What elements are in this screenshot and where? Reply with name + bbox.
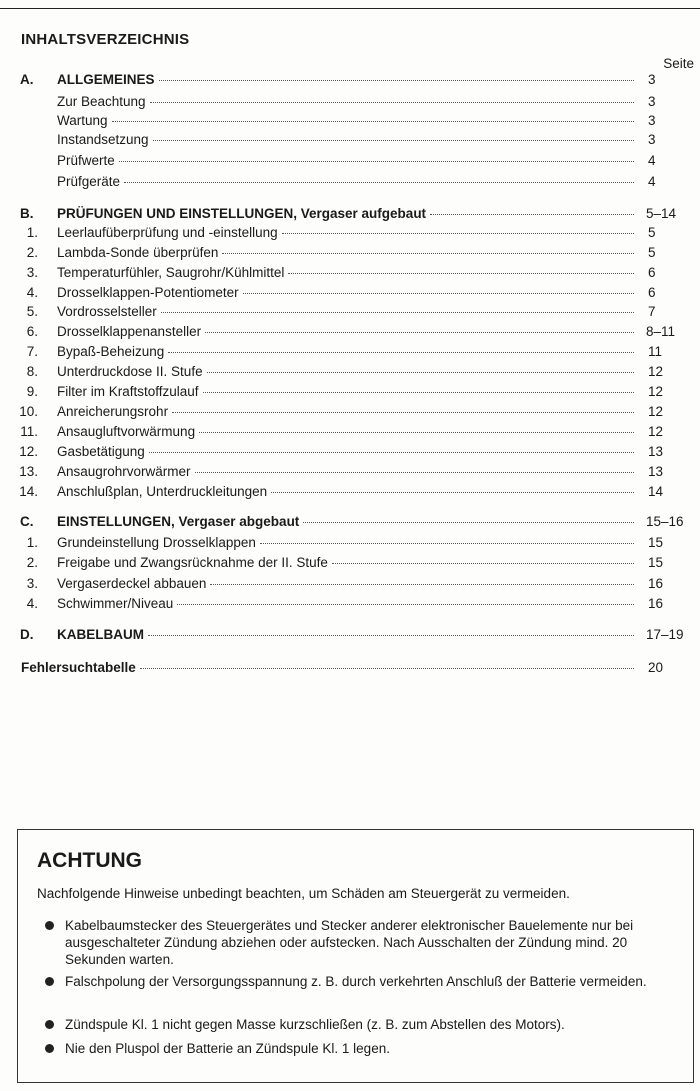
dot-leader bbox=[124, 181, 634, 183]
toc-entry-title: Drosselklappen-Potentiometer bbox=[57, 285, 239, 300]
toc-entry-row bbox=[0, 533, 700, 552]
toc-page-number: 16 bbox=[648, 576, 664, 591]
toc-page-number: 3 bbox=[648, 132, 656, 147]
toc-page-number: 6 bbox=[648, 285, 656, 300]
toc-entry-title: Vergaserdeckel abbauen bbox=[57, 576, 207, 591]
toc-page-number: 5 bbox=[648, 225, 656, 240]
toc-page-number: 4 bbox=[648, 174, 656, 189]
toc-entry-number: D. bbox=[20, 627, 34, 642]
dot-leader bbox=[150, 101, 634, 103]
warning-bullet: Kabelbaumstecker des Steuergerätes und Stecker anderer elektronischer Bauelemente nur bei ausgeschalteter Zündung abziehen oder aufstecken. Nach Ausschalten der Zündung mind. 20 Sekunden warten. bbox=[45, 917, 679, 968]
toc-entry-number: 3. bbox=[26, 265, 38, 280]
dot-leader bbox=[260, 542, 634, 544]
toc-section-row bbox=[0, 512, 700, 531]
toc-entry-row bbox=[0, 658, 700, 677]
toc-page-number: 17–19 bbox=[646, 627, 684, 642]
toc-entry-row bbox=[0, 553, 700, 572]
toc-entry-title: Anreicherungsrohr bbox=[57, 404, 169, 419]
toc-entry-title: Gasbetätigung bbox=[57, 444, 145, 459]
dot-leader bbox=[303, 521, 634, 523]
toc-page-number: 13 bbox=[648, 444, 664, 459]
dot-leader bbox=[148, 634, 634, 636]
toc-page-number: 16 bbox=[648, 596, 664, 611]
toc-entry-row bbox=[0, 482, 700, 501]
dot-leader bbox=[271, 491, 634, 493]
toc-page-number: 7 bbox=[648, 304, 656, 319]
toc-entry-row bbox=[0, 422, 700, 441]
toc-entry-number: 6. bbox=[26, 324, 38, 339]
toc-page-number: 12 bbox=[648, 404, 664, 419]
page-column-header: Seite bbox=[663, 56, 694, 71]
toc-entry-row bbox=[0, 283, 700, 302]
toc-page-number: 5 bbox=[648, 245, 656, 260]
toc-entry-row bbox=[0, 462, 700, 481]
toc-entry-title: Grundeinstellung Drosselklappen bbox=[57, 535, 256, 550]
toc-page-number: 5–14 bbox=[646, 206, 677, 221]
toc-entry-number: 4. bbox=[26, 596, 38, 611]
bullet-dot-icon bbox=[45, 977, 54, 986]
toc-entry-number: C. bbox=[20, 514, 34, 529]
toc-entry-number: 9. bbox=[26, 384, 38, 399]
toc-entry-title: Prüfwerte bbox=[57, 153, 115, 168]
toc-entry-number: 2. bbox=[26, 555, 38, 570]
bullet-dot-icon bbox=[45, 1044, 54, 1053]
toc-page-number: 8–11 bbox=[646, 324, 676, 339]
warning-bullet: Zündspule Kl. 1 nicht gegen Masse kurzschließen (z. B. zum Abstellen des Motors). bbox=[45, 1016, 679, 1033]
toc-page-number: 15–16 bbox=[646, 514, 684, 529]
warning-title: ACHTUNG bbox=[37, 849, 142, 872]
toc-entry-title: Filter im Kraftstoffzulauf bbox=[57, 384, 199, 399]
toc-entry-title: EINSTELLUNGEN, Vergaser abgebaut bbox=[57, 514, 300, 529]
toc-entry-row bbox=[0, 130, 700, 149]
toc-entry-number: 14. bbox=[19, 484, 38, 499]
toc-entry-number: 10. bbox=[19, 404, 38, 419]
toc-entry-number: 5. bbox=[26, 304, 38, 319]
dot-leader bbox=[159, 79, 634, 81]
toc-entry-row bbox=[0, 322, 700, 341]
toc-entry-row bbox=[0, 263, 700, 282]
toc-entry-number: 7. bbox=[26, 344, 38, 359]
warning-bullet: Nie den Pluspol der Batterie an Zündspule Kl. 1 legen. bbox=[45, 1040, 679, 1057]
toc-entry-title: Freigabe und Zwangsrücknahme der II. Stufe bbox=[57, 555, 328, 570]
toc-entry-row bbox=[0, 362, 700, 381]
toc-entry-title: Prüfgeräte bbox=[57, 174, 121, 189]
toc-entry-title: Schwimmer/Niveau bbox=[57, 596, 174, 611]
toc-entry-title: KABELBAUM bbox=[57, 627, 144, 642]
toc-page-number: 11 bbox=[648, 344, 663, 359]
toc-page-number: 13 bbox=[648, 464, 664, 479]
toc-page-number: 20 bbox=[648, 660, 664, 675]
dot-leader bbox=[195, 471, 634, 473]
dot-leader bbox=[172, 411, 634, 413]
page-top-rule bbox=[0, 8, 700, 9]
toc-entry-number: 2. bbox=[26, 245, 38, 260]
toc-entry-number: 13. bbox=[19, 464, 38, 479]
toc-entry-title: Ansaugrohrvorwärmer bbox=[57, 464, 191, 479]
toc-entry-title: Vordrosselsteller bbox=[57, 304, 157, 319]
dot-leader bbox=[177, 603, 634, 605]
toc-page-number: 6 bbox=[648, 265, 656, 280]
toc-entry-title: ALLGEMEINES bbox=[57, 72, 155, 87]
toc-entry-title: PRÜFUNGEN UND EINSTELLUNGEN, Vergaser aufgebaut bbox=[57, 206, 427, 221]
toc-page-number: 3 bbox=[648, 113, 656, 128]
dot-leader bbox=[112, 120, 634, 122]
dot-leader bbox=[222, 252, 634, 254]
dot-leader bbox=[161, 311, 634, 313]
bullet-dot-icon bbox=[45, 1020, 54, 1029]
toc-entry-row bbox=[0, 442, 700, 461]
toc-section-row bbox=[0, 625, 700, 644]
warning-intro: Nachfolgende Hinweise unbedingt beachten, um Schäden am Steuergerät zu vermeiden. bbox=[37, 886, 570, 901]
toc-entry-number: 1. bbox=[26, 535, 38, 550]
toc-page-number: 14 bbox=[648, 484, 664, 499]
dot-leader bbox=[288, 272, 634, 274]
dot-leader bbox=[119, 160, 634, 162]
dot-leader bbox=[243, 292, 634, 294]
toc-entry-row bbox=[0, 382, 700, 401]
toc-entry-title: Drosselklappenansteller bbox=[57, 324, 202, 339]
toc-title: INHALTSVERZEICHNIS bbox=[21, 31, 190, 48]
toc-entry-title: Ansaugluftvorwärmung bbox=[57, 424, 196, 439]
toc-page-number: 12 bbox=[648, 384, 664, 399]
dot-leader bbox=[282, 232, 634, 234]
warning-bullet: Falschpolung der Versorgungsspannung z. B. durch verkehrten Anschluß der Batterie vermeiden. bbox=[45, 973, 679, 990]
toc-entry-title: Unterdruckdose II. Stufe bbox=[57, 364, 203, 379]
toc-entry-row bbox=[0, 342, 700, 361]
toc-entry-row bbox=[0, 92, 700, 111]
toc-entry-number: 8. bbox=[26, 364, 38, 379]
toc-entry-title: Lambda-Sonde überprüfen bbox=[57, 245, 219, 260]
toc-entry-row bbox=[0, 223, 700, 242]
bullet-dot-icon bbox=[45, 921, 54, 930]
dot-leader bbox=[203, 391, 634, 393]
dot-leader bbox=[199, 431, 634, 433]
toc-section-row bbox=[0, 70, 700, 89]
toc-entry-row bbox=[0, 574, 700, 593]
toc-entry-title: Zur Beachtung bbox=[57, 94, 146, 109]
dot-leader bbox=[207, 371, 634, 373]
dot-leader bbox=[168, 351, 634, 353]
toc-entry-row bbox=[0, 594, 700, 613]
toc-page-number: 15 bbox=[648, 535, 664, 550]
toc-page-number: 12 bbox=[648, 364, 664, 379]
toc-entry-number: 3. bbox=[26, 576, 38, 591]
toc-entry-row bbox=[0, 302, 700, 321]
toc-page-number: 12 bbox=[648, 424, 664, 439]
warning-box bbox=[17, 829, 694, 1083]
toc-entry-row bbox=[0, 111, 700, 130]
toc-section-row bbox=[0, 204, 700, 223]
toc-entry-title: Bypaß-Beheizung bbox=[57, 344, 165, 359]
dot-leader bbox=[153, 139, 634, 141]
toc-entry-row bbox=[0, 243, 700, 262]
toc-entry-number: 11. bbox=[20, 424, 38, 439]
toc-page-number: 3 bbox=[648, 72, 656, 87]
toc-entry-title: Anschlußplan, Unterdruckleitungen bbox=[57, 484, 268, 499]
dot-leader bbox=[140, 667, 634, 669]
toc-entry-title: Instandsetzung bbox=[57, 132, 149, 147]
toc-entry-title: Fehlersuchtabelle bbox=[21, 660, 136, 675]
toc-entry-title: Temperaturfühler, Saugrohr/Kühlmittel bbox=[57, 265, 285, 280]
toc-entry-number: 4. bbox=[26, 285, 38, 300]
dot-leader bbox=[205, 331, 634, 333]
toc-entry-row bbox=[0, 402, 700, 421]
toc-entry-row bbox=[0, 172, 700, 191]
toc-page-number: 15 bbox=[648, 555, 664, 570]
toc-entry-number: A. bbox=[20, 72, 34, 87]
toc-entry-title: Wartung bbox=[57, 113, 108, 128]
dot-leader bbox=[210, 583, 634, 585]
toc-page-number: 4 bbox=[648, 153, 656, 168]
toc-page-number: 3 bbox=[648, 94, 656, 109]
dot-leader bbox=[149, 451, 634, 453]
toc-entry-row bbox=[0, 151, 700, 170]
toc-entry-number: 12. bbox=[19, 444, 38, 459]
toc-entry-title: Leerlaufüberprüfung und -einstellung bbox=[57, 225, 278, 240]
toc-entry-number: 1. bbox=[26, 225, 38, 240]
dot-leader bbox=[332, 562, 634, 564]
toc-entry-number: B. bbox=[20, 206, 34, 221]
dot-leader bbox=[430, 213, 634, 215]
